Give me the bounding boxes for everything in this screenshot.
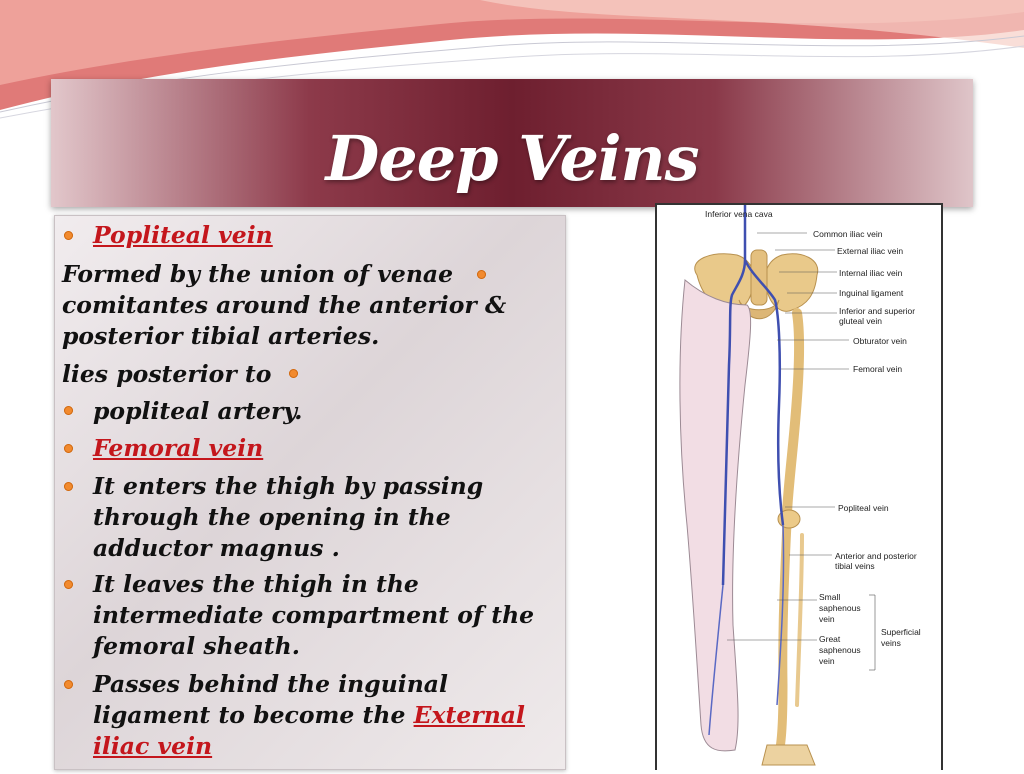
lies-posterior-text: lies posterior to — [62, 360, 272, 388]
leaves-line-1: It leaves the thigh in the — [93, 570, 419, 598]
passes-line-1: Passes behind the inguinal — [93, 670, 448, 698]
label-small-saphenous-1: Small — [819, 592, 841, 602]
anatomy-figure — [655, 203, 943, 770]
popliteal-artery-text: popliteal artery. — [93, 397, 303, 425]
label-gluteal-vein-1: Inferior and superior — [839, 306, 916, 316]
label-tibial-veins-2: tibial veins — [835, 561, 875, 571]
label-superficial-veins-1: Superficial — [881, 627, 921, 637]
bullet-icon — [64, 406, 73, 415]
label-tibial-veins-1: Anterior and posterior — [835, 551, 917, 561]
label-small-saphenous-2: saphenous — [819, 603, 861, 613]
label-superficial-veins-2: veins — [881, 638, 901, 648]
bullet-icon — [289, 369, 298, 378]
bullet-icon — [64, 231, 73, 240]
femoral-vein-heading: Femoral vein — [93, 434, 264, 462]
passes-line-2-text: ligament to become the — [93, 701, 406, 729]
label-obturator-vein: Obturator vein — [853, 336, 907, 346]
external-iliac-link-2: iliac vein — [93, 732, 213, 760]
enters-line-2: through the opening in the — [93, 503, 451, 531]
label-common-iliac-vein: Common iliac vein — [813, 229, 883, 239]
label-femoral-vein: Femoral vein — [853, 364, 903, 374]
popliteal-formed-line-2: comitantes around the anterior & — [62, 291, 507, 319]
slide-title: Deep Veins — [325, 122, 699, 195]
bullet-icon — [64, 444, 73, 453]
leaves-line-2: intermediate compartment of the — [93, 601, 535, 629]
label-inferior-vena-cava: Inferior vena cava — [705, 209, 773, 219]
bullet-icon — [64, 680, 73, 689]
popliteal-formed-line-3: posterior tibial arteries. — [62, 322, 380, 350]
leaves-line-3: femoral sheath. — [93, 632, 300, 660]
label-inguinal-ligament: Inguinal ligament — [839, 288, 904, 298]
popliteal-vein-heading: Popliteal vein — [93, 221, 273, 249]
popliteal-formed-line-1: Formed by the union of venae — [62, 260, 454, 288]
bullet-icon — [64, 580, 73, 589]
label-gluteal-vein-2: gluteal vein — [839, 316, 883, 326]
label-great-saphenous-1: Great — [819, 634, 841, 644]
label-great-saphenous-3: vein — [819, 656, 835, 666]
label-great-saphenous-2: saphenous — [819, 645, 861, 655]
label-popliteal-vein: Popliteal vein — [838, 503, 889, 513]
enters-line-3: adductor magnus . — [93, 534, 340, 562]
external-iliac-link-1: External — [413, 701, 525, 729]
label-internal-iliac-vein: Internal iliac vein — [839, 268, 903, 278]
enters-line-1: It enters the thigh by passing — [93, 472, 484, 500]
bullet-icon — [477, 270, 486, 279]
bullet-icon — [64, 482, 73, 491]
label-small-saphenous-3: vein — [819, 614, 835, 624]
passes-line-2 — [93, 700, 525, 731]
label-external-iliac-vein: External iliac vein — [837, 246, 904, 256]
